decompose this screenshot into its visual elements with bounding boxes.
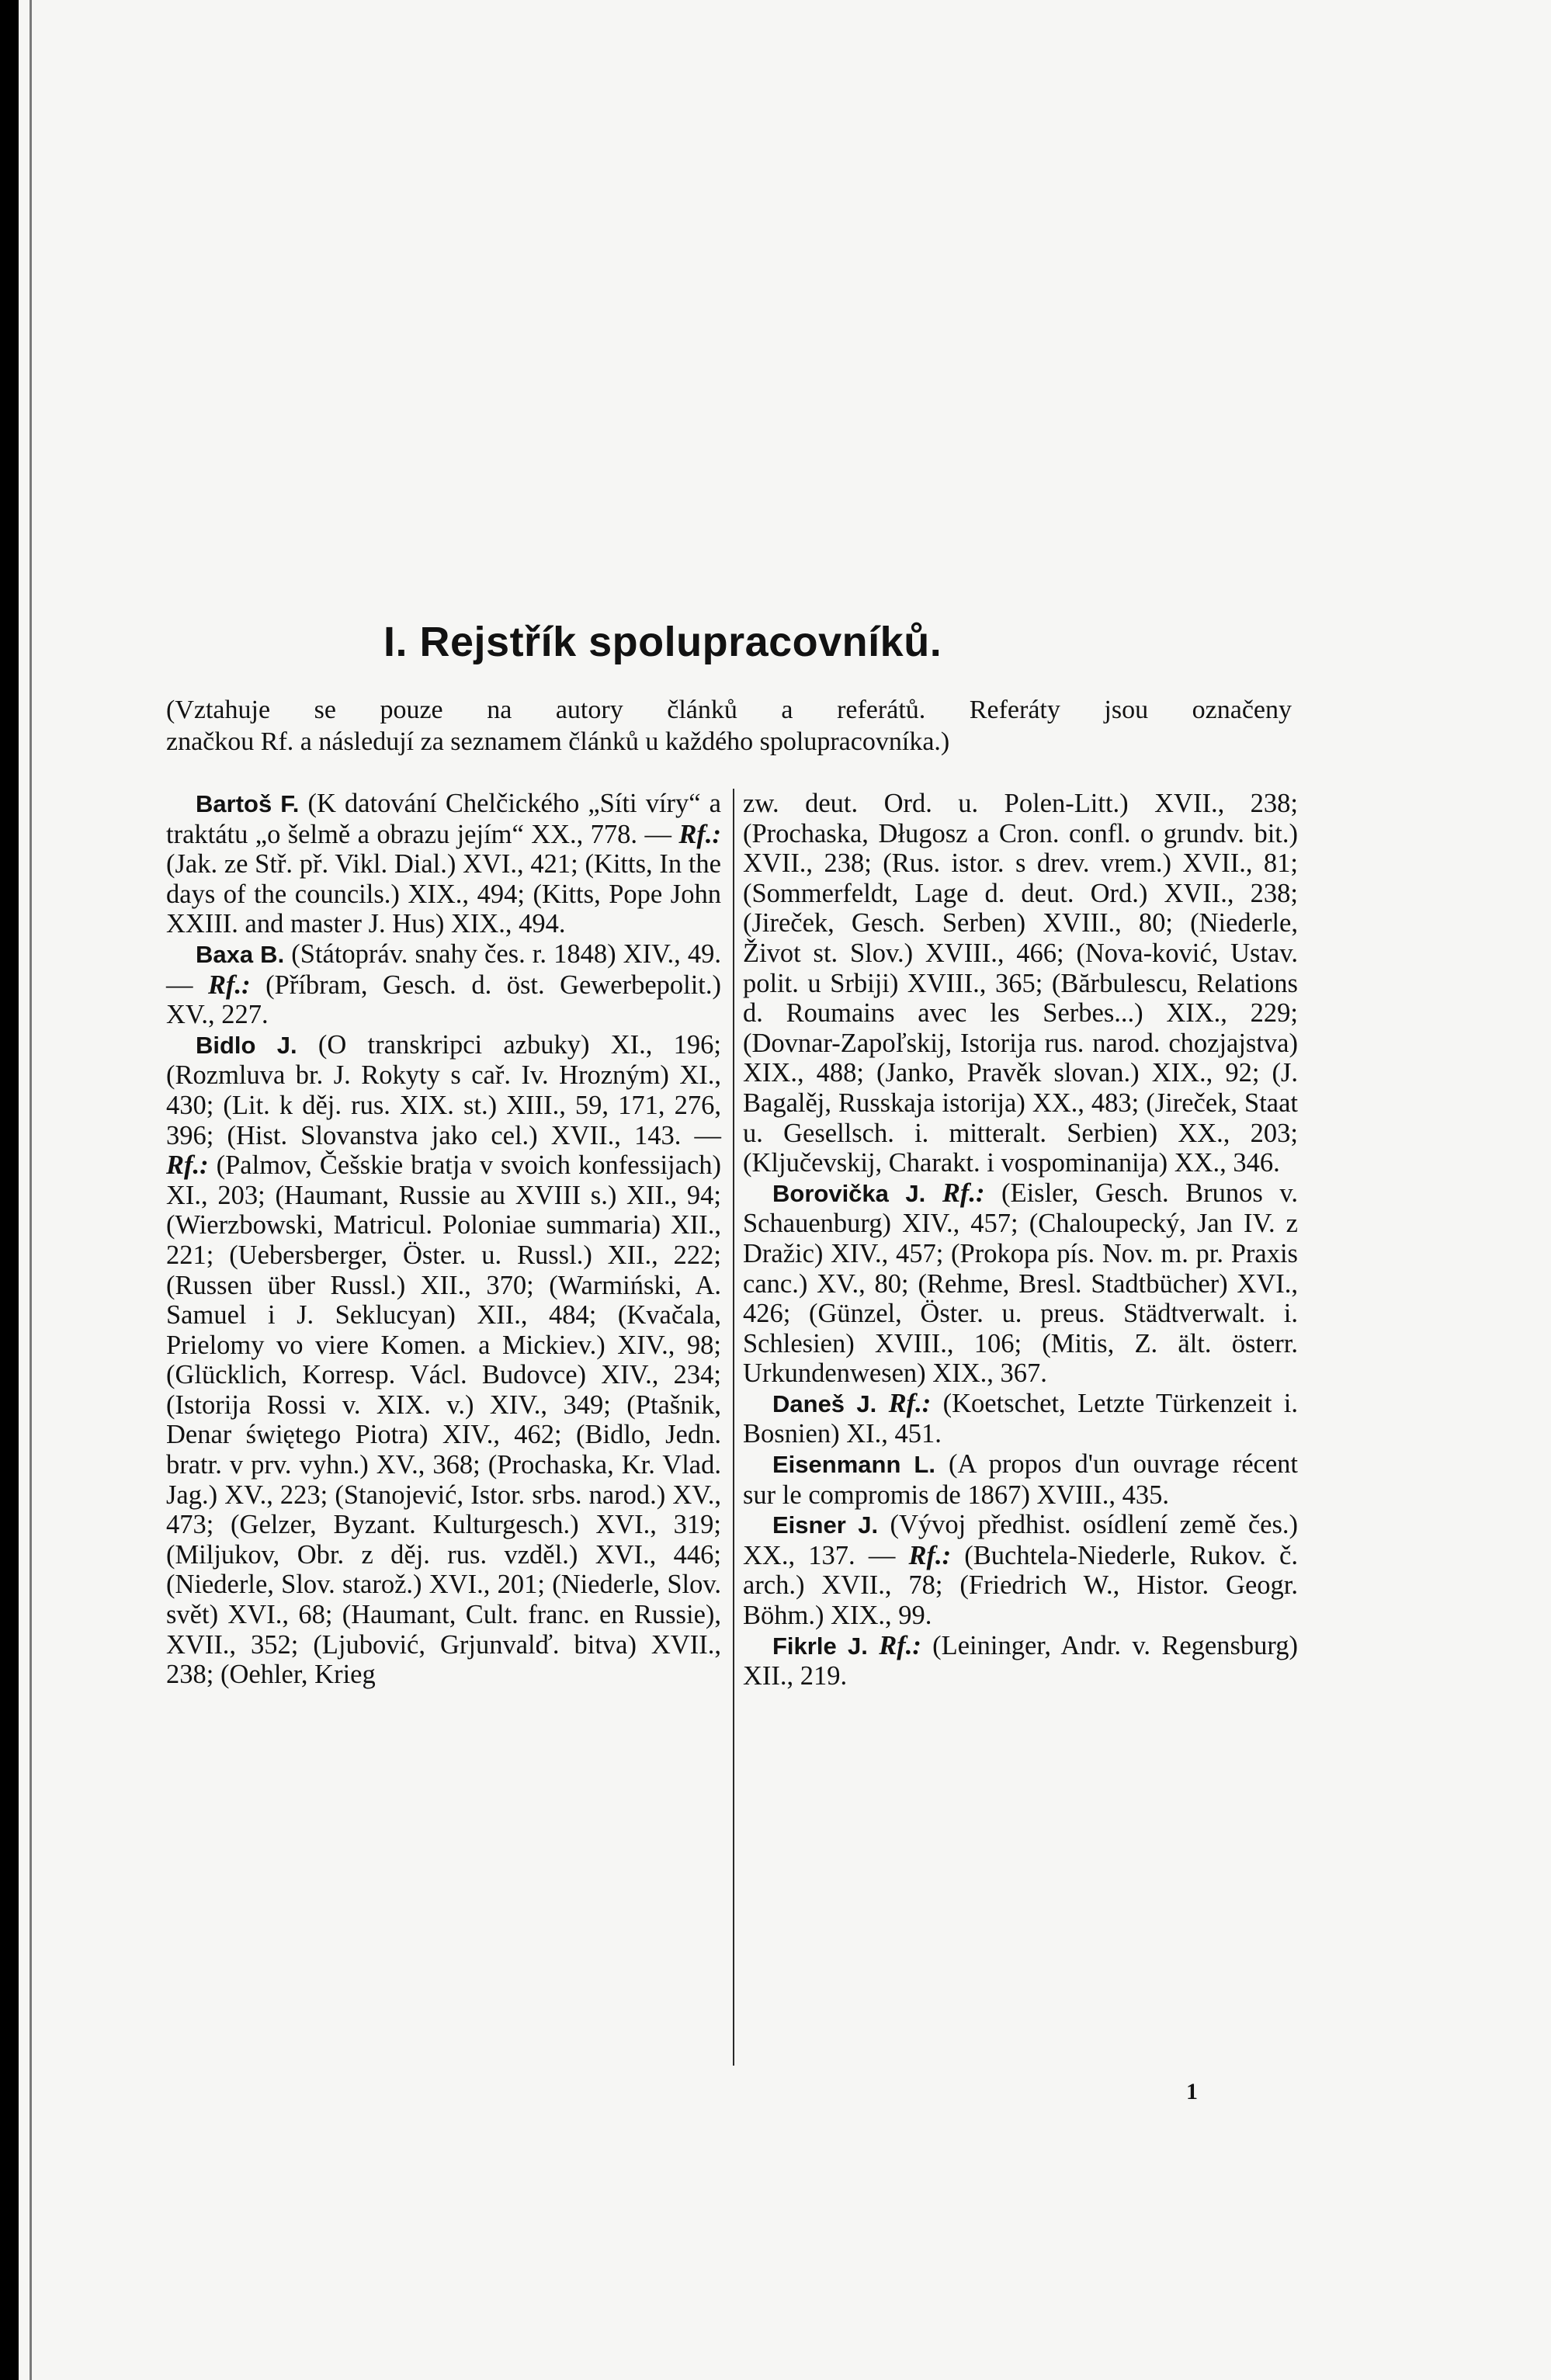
author-name: Bartoš F. bbox=[196, 790, 300, 817]
review-marker: Rf.: bbox=[942, 1178, 985, 1208]
intro-note bbox=[166, 694, 1292, 758]
entry-text bbox=[925, 1178, 942, 1208]
entry-text: (Buchtela-Niederle, Rukov. č. arch.) XVII., 78; (Friedrich W., Histor. Geogr. Böhm.) XIX., 99. bbox=[743, 1540, 1298, 1631]
index-entry-continuation: zw. deut. Ord. u. Polen-Litt.) XVII., 238; (Prochaska, Długosz a Cron. confl. o grundv. bit.) XVII., 238; (Rus. istor. s drev. vrem.) XVII., 81; (Sommerfeldt, Lage d. deut. Ord.) XVII., 238; (Jireček, Gesch. Serben) XVIII., 80; (Niederle, Život st. Slov.) XVIII., 466; (Nova-ković, Ustav. polit. u Srbiji) XVIII., 365; (Bărbulescu, Relations d. Roumains avec les Serbes...) XIX., 229; (Dovnar-Zapoľskij, Istorija rus. narod. chozjajstva) XIX., 488; (Janko, Pravěk slovan.) XIX., 92; (J. Bagalěj, Russkaja istorija) XX., 483; (Jireček, Staat u. Gesellsch. i. mitteralt. Serbien) XX., 203; (Ključevskij, Charakt. i vospominanija) XX., 346. bbox=[743, 789, 1298, 1178]
intro-line: značkou Rf. a následují za seznamem článků u každého spolupracovníka.) bbox=[166, 727, 950, 756]
review-marker: Rf.: bbox=[879, 1630, 921, 1660]
entry-text: (Eisler, Gesch. Brunos v. Schauenburg) XIV., 457; (Chaloupecký, Jan IV. z Dražic) XIV., 457; (Prokopa pís. Nov. m. pr. Praxis canc.) XV., 80; (Rehme, Bresl. Stadtbücher) XVI., 426; (Günzel, Öster. u. preus. Städtverwalt. i. Schlesien) XVIII., 106; (Mitis, Z. ält. österr. Urkundenwesen) XIX., 367. bbox=[743, 1178, 1299, 1389]
review-marker: Rf.: bbox=[166, 1150, 209, 1181]
index-entry-danes bbox=[743, 1389, 1298, 1449]
author-name: Eisner J. bbox=[772, 1511, 879, 1539]
author-name: Daneš J. bbox=[772, 1389, 877, 1417]
author-name: Eisenmann L. bbox=[772, 1451, 935, 1479]
index-entry-eisenmann bbox=[743, 1449, 1298, 1510]
entry-text: (K datování Chelčického „Síti víry“ a traktátu „o šelmě a obrazu jejím“ XX., 778. — bbox=[166, 789, 722, 849]
entry-text: (Palmov, Češskie bratja v svoich konfessijach) XI., 203; (Haumant, Russie au XVIII s.) XII., 94; (Wierzbowski, Matricul. Poloniae summaria) XII., 221; (Uebersberger, Öster. u. Russl.) XII., 222; (Russen über Russl.) XII., 370; (Warmiński, A. Samuel i J. Seklucyan) XII., 484; (Kvačala, Prielomy vo viere Komen. a Mickiev.) XIV., 98; (Glücklich, Korresp. Václ. Budovce) XIV., 234; (Istorija Rossi v. XIX. v.) XIV., 349; (Ptašnik, Denar świętego Piotra) XIV., 462; (Bidlo, Jedn. bratr. v prv. vyhn.) XV., 368; (Prochaska, Kr. Vlad. Jag.) XV., 223; (Stanojević, Istor. srbs. narod.) XV., 473; (Gelzer, Byzant. Kulturgesch.) XVI., 319; (Miljukov, Obr. z děj. rus. vzděl.) XVI., 446; (Niederle, Slov. starož.) XVI., 201; (Niederle, Slov. svět) XVI., 68; (Haumant, Cult. franc. en Russie), XVII., 352; (Ljubović, Grjunvalď. bitva) XVII., 238; (Oehler, Krieg bbox=[166, 1150, 721, 1690]
index-entry-eisner bbox=[743, 1510, 1298, 1630]
intro-line: (Vztahuje se pouze na autory článků a referátů. Referáty jsou označeny bbox=[166, 696, 1292, 724]
entry-text bbox=[876, 1389, 888, 1418]
author-name: Borovička J. bbox=[772, 1179, 926, 1207]
entry-text: (Příbram, Gesch. d. öst. Gewerbepolit.) XV., 227. bbox=[166, 970, 722, 1030]
review-marker: Rf.: bbox=[678, 819, 721, 849]
index-entry-bidlo bbox=[166, 1030, 721, 1690]
index-entry-fikrle bbox=[743, 1631, 1298, 1691]
index-entry-borovicka bbox=[743, 1178, 1298, 1389]
author-name: Baxa B. bbox=[196, 940, 285, 968]
right-column bbox=[743, 789, 1298, 1691]
entry-text: (Státopráv. snahy čes. r. 1848) XIV., 49. — bbox=[166, 938, 721, 1000]
entry-text: (Koetschet, Letzte Türkenzeit i. Bosnien) XI., 451. bbox=[743, 1388, 1298, 1449]
entry-text: (Jak. ze Stř. př. Vikl. Dial.) XVI., 421; (Kitts, In the days of the councils.) XIX., 494; (Kitts, Pope John XXIII. and master J. Hus) XIX., 494. bbox=[166, 849, 721, 939]
column-divider bbox=[733, 789, 734, 2066]
review-marker: Rf.: bbox=[908, 1540, 952, 1570]
entry-text: (A propos d'un ouvrage récent sur le compromis de 1867) XVIII., 435. bbox=[743, 1449, 1299, 1510]
left-column bbox=[166, 789, 721, 1690]
page-number: 1 bbox=[1186, 2079, 1198, 2104]
entry-text bbox=[868, 1631, 879, 1660]
index-entry-bartos bbox=[166, 789, 721, 939]
entry-text: (Vývoj předhist. osídlení země čes.) XX., 137. — bbox=[743, 1510, 1298, 1570]
binding-edge bbox=[29, 0, 32, 2380]
author-name: Bidlo J. bbox=[196, 1031, 297, 1059]
page-title: I. Rejstřík spolupracovníků. bbox=[383, 619, 942, 665]
document-page bbox=[19, 0, 1551, 2380]
author-name: Fikrle J. bbox=[772, 1632, 868, 1660]
entry-text: (O transkripci azbuky) XI., 196; (Rozmluva br. J. Rokyty s cař. Iv. Hrozným) XI., 430; (Lit. k děj. rus. XIX. st.) XIII., 59, 171, 276, 396; (Hist. Slovanstva jako cel.) XVII., 143. — bbox=[166, 1029, 722, 1150]
index-entry-baxa bbox=[166, 939, 721, 1030]
review-marker: Rf.: bbox=[208, 970, 251, 1000]
review-marker: Rf.: bbox=[888, 1388, 932, 1418]
entry-text: (Leininger, Andr. v. Regensburg) XII., 219. bbox=[743, 1630, 1298, 1691]
